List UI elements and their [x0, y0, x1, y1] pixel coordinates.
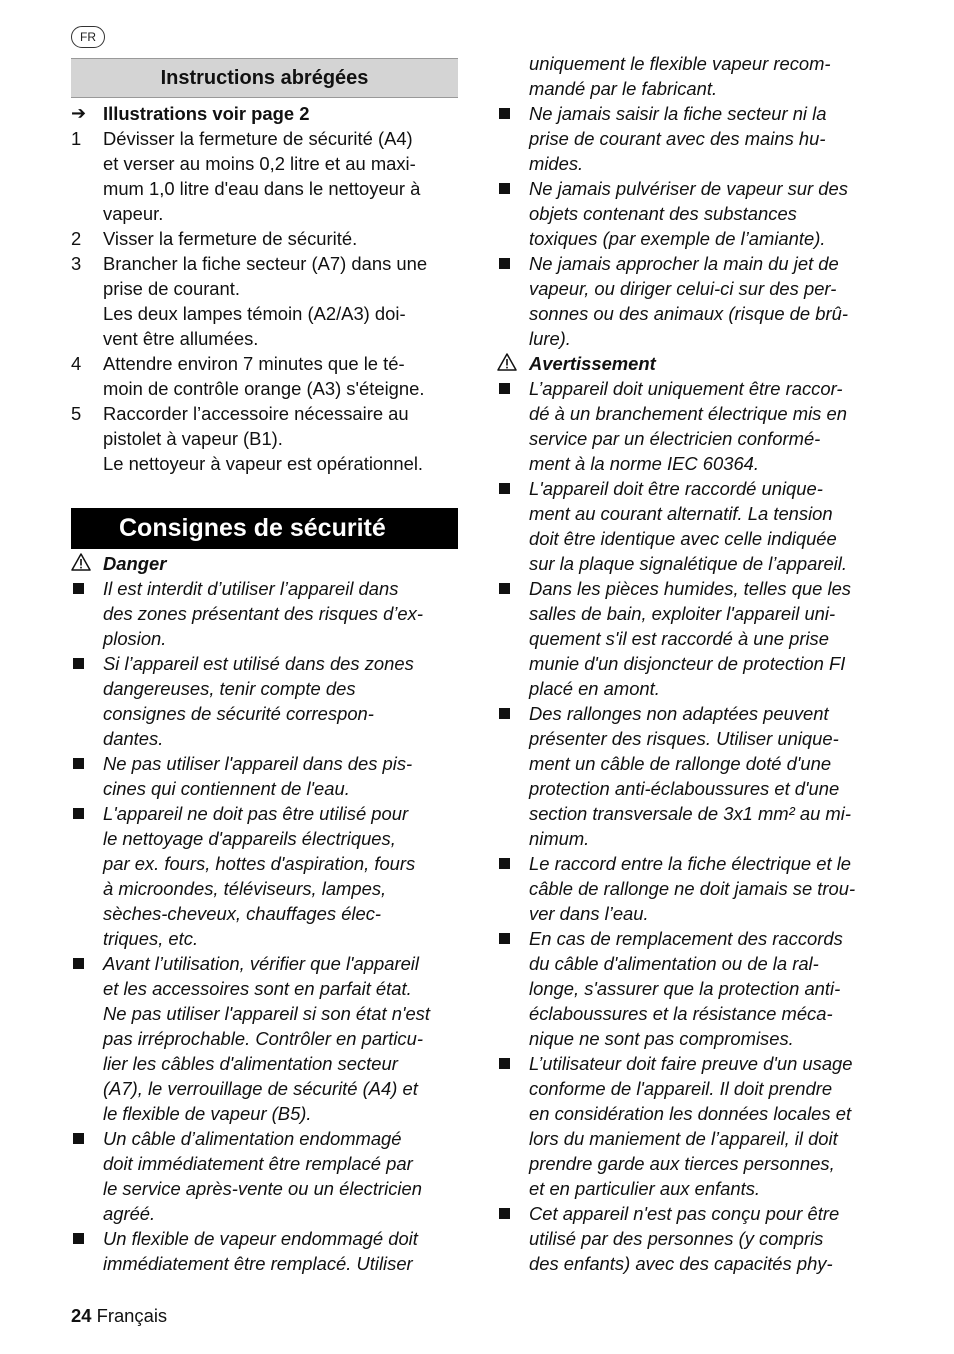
danger-label: Danger: [103, 553, 167, 574]
line-text: L’appareil doit uniquement être raccor-: [529, 378, 843, 399]
line-text: mandé par le fabricant.: [529, 78, 718, 99]
line-text: quement s'il est raccordé à une prise: [529, 628, 829, 649]
line-text: nimum.: [529, 828, 590, 849]
line-text: pistolet à vapeur (B1).: [103, 428, 283, 449]
line-text: Le nettoyeur à vapeur est opérationnel.: [103, 453, 424, 474]
line-text: Dévisser la fermeture de sécurité (A4): [103, 128, 413, 149]
line-text: Brancher la fiche secteur (A7) dans une: [103, 253, 428, 274]
step-number: 4: [71, 353, 82, 374]
line-text: et les accessoires sont en parfait état.: [103, 978, 412, 999]
line-text: L'appareil doit être raccordé unique-: [529, 478, 823, 499]
line-text: mum 1,0 litre d'eau dans le nettoyeur à: [103, 178, 421, 199]
line-text: conforme de l'appareil. Il doit prendre: [529, 1078, 833, 1099]
line-text: objets contenant des substances: [529, 203, 797, 224]
line-text: Attendre environ 7 minutes que le té-: [103, 353, 405, 374]
bullet-square-icon: [499, 383, 510, 394]
line-text: Ne pas utiliser l'appareil dans des pis-: [103, 753, 413, 774]
line-text: à microondes, téléviseurs, lampes,: [103, 878, 387, 899]
line-text: Des rallonges non adaptées peuvent: [529, 703, 829, 724]
line-text: mides.: [529, 153, 584, 174]
line-text: protection anti-éclaboussures et d'une: [529, 778, 840, 799]
line-text: Cet appareil n'est pas conçu pour être: [529, 1203, 840, 1224]
line-text: Un flexible de vapeur endommagé doit: [103, 1228, 418, 1249]
line-text: doit être identique avec celle indiquée: [529, 528, 837, 549]
line-text: Dans les pièces humides, telles que les: [529, 578, 852, 599]
bullet-square-icon: [499, 108, 510, 119]
line-text: En cas de remplacement des raccords: [529, 928, 843, 949]
line-text: ver dans l’eau.: [529, 903, 649, 924]
line-text: L’utilisateur doit faire preuve d'un usage: [529, 1053, 853, 1074]
line-text: Un câble d’alimentation endommagé: [103, 1128, 402, 1149]
step-number: 3: [71, 253, 82, 274]
line-text: prise de courant.: [103, 278, 240, 299]
line-text: service par un électricien conformé-: [529, 428, 821, 449]
line-text: Ne jamais saisir la fiche secteur ni la: [529, 103, 827, 124]
line-text: section transversale de 3x1 mm² au mi-: [529, 803, 851, 824]
line-text: pas irréprochable. Contrôler en particu-: [103, 1028, 423, 1049]
bullet-square-icon: [499, 183, 510, 194]
footer-language: Français: [96, 1305, 168, 1326]
line-text: triques, etc.: [103, 928, 199, 949]
bullet-square-icon: [499, 858, 510, 869]
bullet-square-icon: [73, 1233, 84, 1244]
bullet-square-icon: [73, 808, 84, 819]
line-text: en considération les données locales et: [529, 1103, 852, 1124]
line-text: Si l’appareil est utilisé dans des zones: [103, 653, 414, 674]
line-text: uniquement le flexible vapeur recom-: [529, 53, 831, 74]
step-number: 1: [71, 128, 82, 149]
line-text: dangereuses, tenir compte des: [103, 678, 356, 699]
line-text: immédiatement être remplacé. Utiliser: [103, 1253, 413, 1274]
line-text: dé à un branchement électrique mis en: [529, 403, 847, 424]
line-text: le nettoyage d'appareils électriques,: [103, 828, 396, 849]
line-text: moin de contrôle orange (A3) s'éteigne.: [103, 378, 425, 399]
line-text: cines qui contiennent de l'eau.: [103, 778, 350, 799]
line-text: éclaboussures et la résistance méca-: [529, 1003, 833, 1024]
warning-triangle-icon: [497, 353, 517, 371]
line-text: et en particulier aux enfants.: [529, 1178, 761, 1199]
line-text: Ne jamais pulvériser de vapeur sur des: [529, 178, 848, 199]
line-text: par ex. fours, hottes d'aspiration, fours: [103, 853, 416, 874]
page-footer: [71, 1303, 167, 1328]
line-text: le flexible de vapeur (B5).: [103, 1103, 312, 1124]
line-text: du câble d'alimentation ou de la ral-: [529, 953, 819, 974]
line-text: doit immédiatement être remplacé par: [103, 1153, 413, 1174]
bullet-square-icon: [499, 708, 510, 719]
line-text: placé en amont.: [529, 678, 660, 699]
line-text: longe, s'assurer que la protection anti-: [529, 978, 841, 999]
bullet-square-icon: [73, 583, 84, 594]
line-text: ment à la norme IEC 60364.: [529, 453, 760, 474]
line-text: vapeur.: [103, 203, 164, 224]
language-badge: FR: [71, 26, 105, 48]
line-text: Il est interdit d’utiliser l’appareil dans: [103, 578, 399, 599]
line-text: le service après-vente ou un électricien: [103, 1178, 422, 1199]
line-text: lure).: [529, 328, 571, 349]
line-text: Raccorder l’accessoire nécessaire au: [103, 403, 409, 424]
line-text: vent être allumées.: [103, 328, 259, 349]
line-text: vapeur, ou diriger celui-ci sur des per-: [529, 278, 837, 299]
line-text: Visser la fermeture de sécurité.: [103, 228, 358, 249]
bullet-square-icon: [73, 1133, 84, 1144]
arrow-right-icon: ➔: [71, 103, 87, 123]
line-text: plosion.: [103, 628, 167, 649]
line-text: Ne jamais approcher la main du jet de: [529, 253, 839, 274]
bullet-square-icon: [499, 583, 510, 594]
line-text: agréé.: [103, 1203, 156, 1224]
line-text: nique ne sont pas compromises.: [529, 1028, 794, 1049]
bullet-square-icon: [499, 933, 510, 944]
line-text: prise de courant avec des mains hu-: [529, 128, 826, 149]
line-text: Le raccord entre la fiche électrique et le: [529, 853, 852, 874]
line-text: prendre garde aux tierces personnes,: [529, 1153, 835, 1174]
bullet-square-icon: [73, 758, 84, 769]
short-instructions-header: [71, 58, 458, 98]
step-number: 5: [71, 403, 82, 424]
line-text: utilisé par des personnes (y compris: [529, 1228, 824, 1249]
line-text: des enfants) avec des capacités phy-: [529, 1253, 833, 1274]
warning-label: Avertissement: [529, 353, 656, 374]
line-text: ment au courant alternatif. La tension: [529, 503, 833, 524]
line-text: consignes de sécurité correspon-: [103, 703, 374, 724]
bullet-square-icon: [499, 1058, 510, 1069]
line-text: présenter des risques. Utiliser unique-: [529, 728, 839, 749]
line-text: sèches-cheveux, chauffages élec-: [103, 903, 382, 924]
line-text: toxiques (par exemple de l’amiante).: [529, 228, 826, 249]
bullet-square-icon: [73, 658, 84, 669]
line-text: Les deux lampes témoin (A2/A3) doi-: [103, 303, 406, 324]
step-number: 2: [71, 228, 82, 249]
illustrations-text: Illustrations voir page 2: [103, 103, 310, 124]
line-text: L'appareil ne doit pas être utilisé pour: [103, 803, 409, 824]
line-text: lier les câbles d'alimentation secteur: [103, 1053, 398, 1074]
line-text: câble de rallonge ne doit jamais se trou-: [529, 878, 856, 899]
line-text: sonnes ou des animaux (risque de brû-: [529, 303, 848, 324]
short-instructions-heading: Instructions abrégées: [160, 67, 369, 89]
line-text: salles de bain, exploiter l'appareil uni-: [529, 603, 836, 624]
warning-triangle-icon: [71, 553, 91, 571]
page-number: 24: [71, 1305, 92, 1326]
bullet-square-icon: [499, 1208, 510, 1219]
bullet-square-icon: [499, 483, 510, 494]
line-text: sur la plaque signalétique de l’appareil.: [529, 553, 847, 574]
bullet-square-icon: [499, 258, 510, 269]
line-text: des zones présentant des risques d’ex-: [103, 603, 423, 624]
safety-heading: Consignes de sécurité: [119, 514, 386, 542]
line-text: munie d'un disjoncteur de protection FI: [529, 653, 846, 674]
line-text: dantes.: [103, 728, 164, 749]
line-text: Ne pas utiliser l'appareil si son état n'est: [103, 1003, 430, 1024]
line-text: (A7), le verrouillage de sécurité (A4) et: [103, 1078, 418, 1099]
line-text: ment un câble de rallonge doté d'une: [529, 753, 832, 774]
safety-header: [71, 508, 458, 549]
bullet-square-icon: [73, 958, 84, 969]
line-text: Avant l’utilisation, vérifier que l'appareil: [103, 953, 419, 974]
line-text: et verser au moins 0,2 litre et au maxi-: [103, 153, 416, 174]
line-text: lors du maniement de l’appareil, il doit: [529, 1128, 838, 1149]
